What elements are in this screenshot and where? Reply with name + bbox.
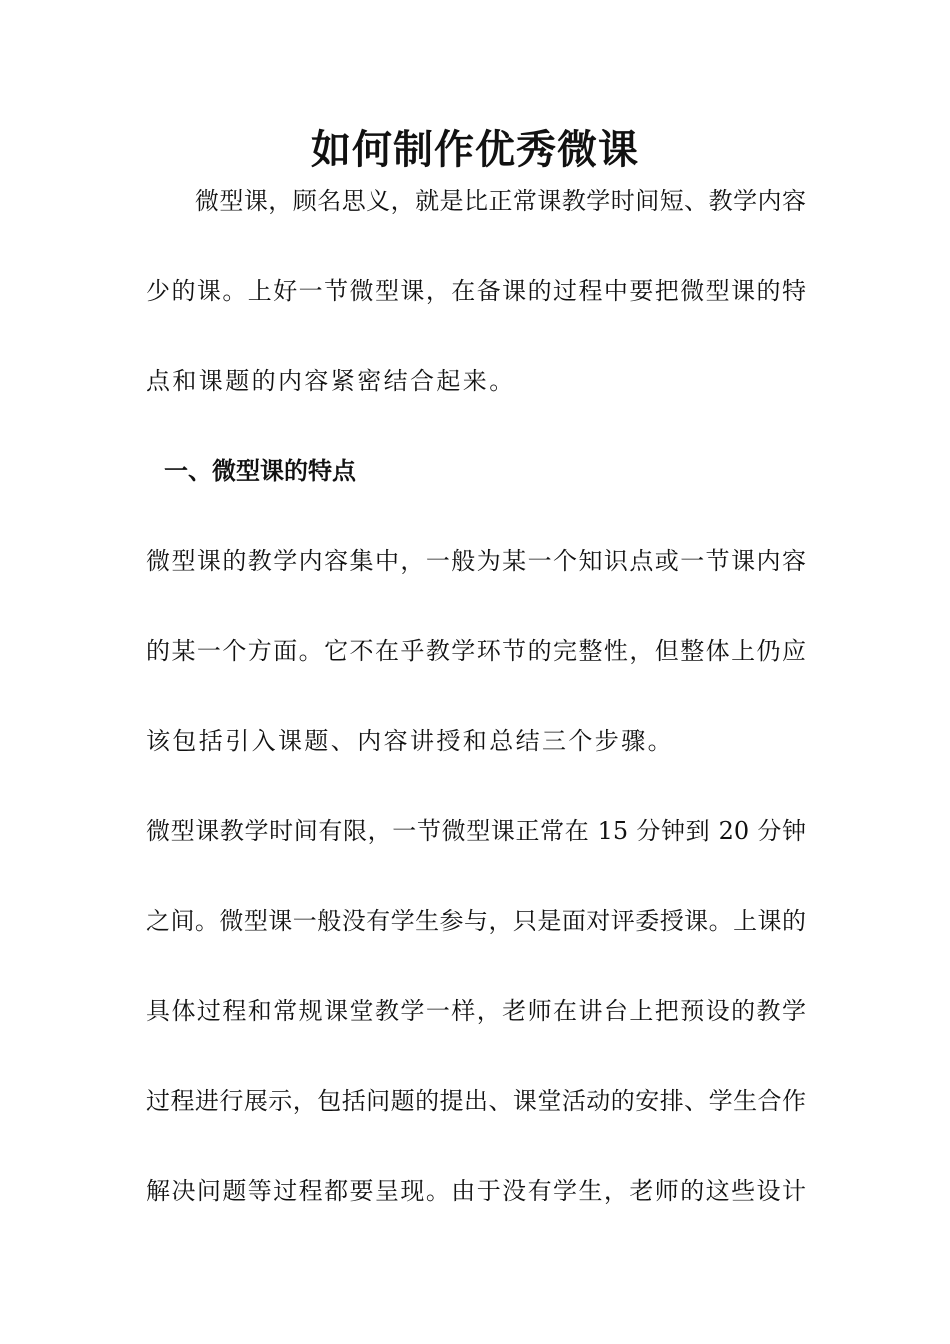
para2-line-2: 之间。微型课一般没有学生参与，只是面对评委授课。上课的: [146, 907, 806, 935]
para2-line-3: 具体过程和常规课堂教学一样，老师在讲台上把预设的教学: [146, 997, 806, 1025]
para1-line-3: 该包括引入课题、内容讲授和总结三个步骤。: [146, 727, 674, 755]
para1-line-1: 微型课的教学内容集中，一般为某一个知识点或一节课内容: [146, 547, 806, 575]
section-heading-1: 一、微型课的特点: [164, 457, 356, 485]
intro-line-1: 微型课，顾名思义，就是比正常课教学时间短、教学内容: [146, 187, 806, 215]
intro-line-3: 点和课题的内容紧密结合起来。: [146, 367, 516, 395]
para2-line-5: 解决问题等过程都要呈现。由于没有学生，老师的这些设计: [146, 1177, 806, 1205]
intro-line-2: 少的课。上好一节微型课，在备课的过程中要把微型课的特: [146, 277, 806, 305]
para2-line-1: 微型课教学时间有限，一节微型课正常在 15 分钟到 20 分钟: [146, 817, 806, 845]
document-title: 如何制作优秀微课: [311, 126, 639, 173]
para1-line-2: 的某一个方面。它不在乎教学环节的完整性，但整体上仍应: [146, 637, 806, 665]
para2-line-4: 过程进行展示，包括问题的提出、课堂活动的安排、学生合作: [146, 1087, 806, 1115]
